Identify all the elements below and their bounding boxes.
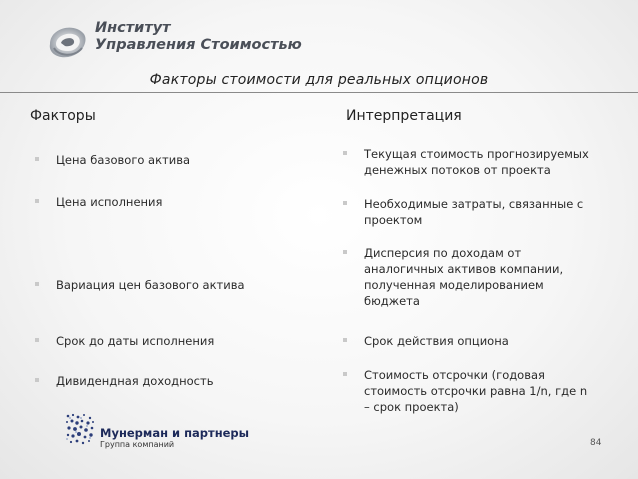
interpretation-item <box>343 196 613 228</box>
interpretation-line: – срок проекта) <box>364 400 459 414</box>
interpretation-item <box>343 333 613 349</box>
factor-item <box>35 373 315 389</box>
interpretation-item <box>343 245 613 309</box>
factor-text: Цена базового актива <box>56 153 191 167</box>
interpretation-line: Срок действия опциона <box>364 334 509 348</box>
interpretation-line: стоимость отсрочки равна 1/n, где n <box>364 384 588 398</box>
bullet-icon <box>35 157 39 161</box>
bullet-icon <box>35 282 39 286</box>
factor-text: Срок до даты исполнения <box>56 334 215 348</box>
bullet-icon <box>35 199 39 203</box>
interpretation-line: Необходимые затраты, связанные с <box>364 197 584 211</box>
bullet-icon <box>343 372 347 376</box>
interpretation-line: бюджета <box>364 294 420 308</box>
institute-logo-icon <box>44 18 90 64</box>
bullet-icon <box>35 338 39 342</box>
institute-name-line2: Управления Стоимостью <box>95 37 302 53</box>
title-bar <box>0 66 638 96</box>
factor-text: Дивидендная доходность <box>56 374 214 388</box>
institute-name <box>95 20 302 54</box>
factor-item <box>35 333 315 349</box>
bullet-icon <box>343 201 347 205</box>
interpretation-item <box>343 367 613 415</box>
interpretation-item <box>343 146 613 178</box>
interpretation-line: Дисперсия по доходам от <box>364 246 522 260</box>
factors-heading: Факторы <box>30 108 96 124</box>
interpretation-line: Текущая стоимость прогнозируемых <box>364 147 589 161</box>
company-logo-icon <box>64 412 96 446</box>
company-subtitle: Группа компаний <box>100 440 175 449</box>
bullet-icon <box>343 338 347 342</box>
institute-name-line1: Институт <box>95 20 171 36</box>
interpretation-line: Стоимость отсрочки (годовая <box>364 368 545 382</box>
factor-text: Цена исполнения <box>56 195 163 209</box>
interpretation-heading: Интерпретация <box>346 108 462 124</box>
slide-title: Факторы стоимости для реальных опционов <box>149 72 489 88</box>
interpretation-line: полученная моделированием <box>364 278 544 292</box>
interpretation-line: аналогичных активов компании, <box>364 262 564 276</box>
factor-item <box>35 152 315 168</box>
bullet-icon <box>343 151 347 155</box>
bullet-icon <box>343 250 347 254</box>
factor-text: Вариация цен базового актива <box>56 278 245 292</box>
interpretation-line: денежных потоков от проекта <box>364 163 551 177</box>
title-divider <box>0 92 638 93</box>
factor-item <box>35 277 315 293</box>
page-number: 84 <box>590 438 602 448</box>
bullet-icon <box>35 378 39 382</box>
factor-item <box>35 194 315 210</box>
company-name: Мунерман и партнеры <box>100 426 250 440</box>
interpretation-line: проектом <box>364 213 423 227</box>
